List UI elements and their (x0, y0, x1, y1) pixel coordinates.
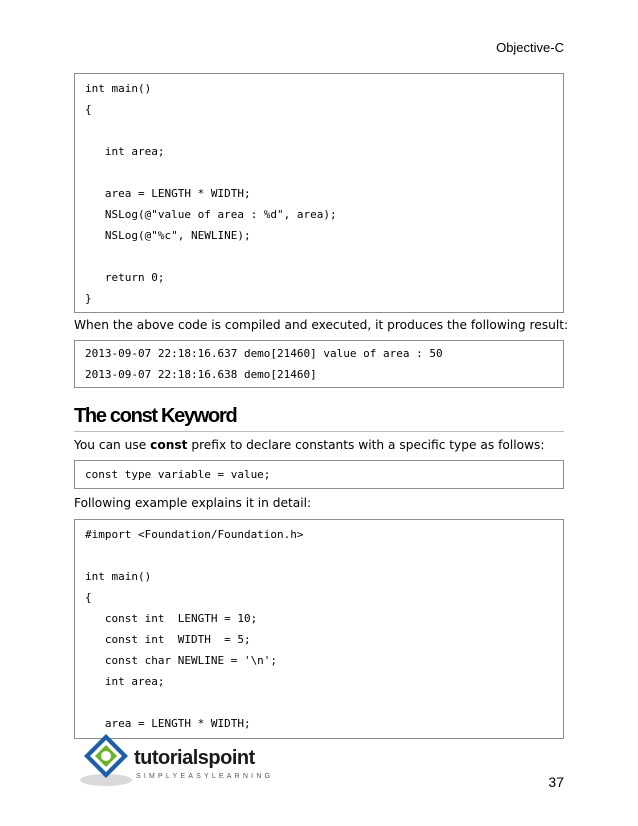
code-line (85, 545, 563, 566)
code-block-main-function (74, 73, 564, 313)
code-line: NSLog(@"value of area : %d", area); (85, 208, 337, 221)
logo-wordmark: tutorialspoint (134, 747, 255, 769)
code-line: const char NEWLINE = '\n'; (85, 654, 278, 667)
code-line: area = LENGTH * WIDTH; (85, 717, 251, 730)
code-line (85, 246, 563, 267)
paragraph-const-intro (74, 438, 544, 452)
code-line: { (85, 591, 92, 604)
intro-suffix: prefix to declare constants with a specific type as follows: (187, 438, 545, 452)
code-line: area = LENGTH * WIDTH; (85, 187, 251, 200)
intro-keyword: const (150, 438, 188, 452)
code-line: int area; (85, 145, 165, 158)
code-line (85, 120, 563, 141)
code-line: NSLog(@"%c", NEWLINE); (85, 229, 251, 242)
code-line (85, 162, 563, 183)
output-block (74, 340, 564, 388)
code-line: { (85, 103, 92, 116)
code-line: int area; (85, 675, 165, 688)
output-line: 2013-09-07 22:18:16.638 demo[21460] (85, 368, 317, 381)
paragraph-result-intro: When the above code is compiled and executed, it produces the following result: (74, 318, 569, 332)
logo-tagline: SIMPLYEASYLEARNING (136, 773, 274, 780)
code-line (85, 692, 563, 713)
code-line: const int LENGTH = 10; (85, 612, 258, 625)
tutorialspoint-logo (76, 728, 276, 790)
page-header-title: Objective-C (496, 40, 564, 55)
output-line: 2013-09-07 22:18:16.637 demo[21460] value of area : 50 (85, 347, 443, 360)
code-line: const int WIDTH = 5; (85, 633, 251, 646)
code-block-const-example (74, 519, 564, 739)
code-line: return 0; (85, 271, 165, 284)
section-heading: The const Keyword (74, 405, 564, 432)
intro-prefix: You can use (74, 438, 151, 452)
page-number: 37 (548, 774, 564, 790)
code-line: #import <Foundation/Foundation.h> (85, 528, 304, 541)
paragraph-example-intro: Following example explains it in detail: (74, 496, 312, 510)
code-line: int main() (85, 82, 152, 95)
code-line: int main() (85, 570, 152, 583)
syntax-line: const type variable = value; (85, 468, 271, 481)
code-line: } (85, 292, 92, 305)
logo-graphic (76, 728, 276, 790)
syntax-block (74, 460, 564, 489)
